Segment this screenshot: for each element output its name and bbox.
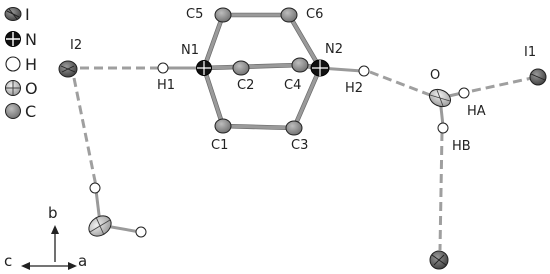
atom-c4 [292, 58, 308, 72]
atom-ha [459, 88, 469, 98]
axis-label-b: b [48, 204, 58, 222]
legend-item-iodine [5, 5, 30, 24]
axis-c-arrow-icon [21, 262, 30, 270]
legend-item-carbon [6, 102, 37, 121]
bond-c1-c3 [223, 126, 294, 128]
axis-b-arrow-icon [51, 225, 59, 234]
bond-n1-c1 [204, 68, 223, 126]
label-n1: N1 [181, 43, 199, 58]
label-c5: C5 [186, 7, 204, 22]
label-h2: H2 [345, 81, 364, 96]
legend-label-iodine: I [25, 5, 30, 24]
label-hb: HB [452, 139, 471, 154]
label-c6: C6 [306, 7, 324, 22]
legend-label-nitrogen: N [25, 30, 37, 49]
label-c3: C3 [291, 138, 309, 153]
atom-c1 [215, 119, 231, 133]
atom-hb [438, 123, 448, 133]
label-h1: H1 [157, 78, 176, 93]
legend-label-oxygen: O [25, 79, 38, 98]
label-ha: HA [467, 104, 486, 119]
atom-c6 [281, 8, 297, 22]
atom-h-lower-1 [90, 183, 100, 193]
hydrogen-atom-icon [6, 57, 20, 71]
legend-label-carbon: C [25, 102, 37, 121]
hbond-i2-h-lower [74, 78, 96, 186]
legend-item-oxygen [6, 79, 38, 98]
carbon-atom-icon [6, 104, 21, 119]
legend-label-hydrogen: H [25, 55, 38, 74]
legend [5, 5, 38, 121]
label-i2: I2 [70, 38, 83, 53]
label-c1: C1 [211, 138, 229, 153]
axis-label-a: a [78, 252, 88, 270]
atom-c2 [233, 61, 249, 75]
atom-h1 [158, 63, 168, 73]
label-o: O [430, 68, 441, 83]
atom-c5 [215, 8, 231, 22]
axis-label-c: c [4, 252, 13, 270]
covalent-bonds [96, 15, 462, 232]
legend-item-hydrogen [6, 55, 37, 74]
hbond-ha-i1 [472, 78, 532, 91]
hbond-hb-i-lower [440, 132, 442, 250]
atom-labels [70, 7, 536, 154]
label-n2: N2 [325, 42, 343, 57]
atom-h-lower-2 [136, 227, 146, 237]
bond-c3-n2 [294, 68, 320, 128]
atom-c3 [286, 121, 302, 135]
hbond-h2-o [370, 72, 430, 95]
bond-n1-c5 [204, 15, 223, 68]
label-i1: I1 [524, 45, 537, 60]
label-c4: C4 [284, 78, 302, 93]
axis-indicator [4, 204, 87, 270]
axis-a-arrow-icon [68, 262, 77, 270]
label-c2: C2 [237, 78, 255, 93]
atom-h2 [359, 66, 369, 76]
legend-item-nitrogen [6, 30, 37, 49]
